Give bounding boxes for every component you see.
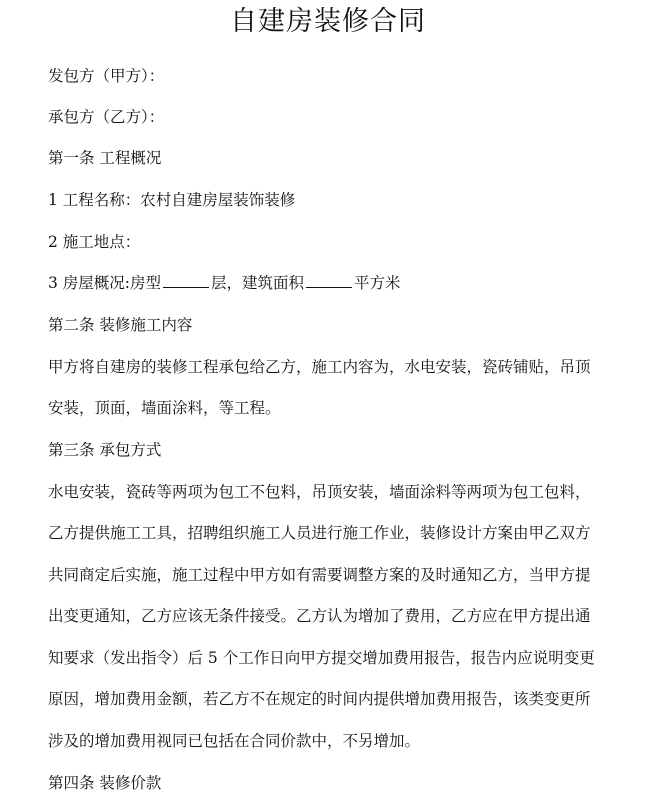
house-overview-line [48,273,608,293]
party-b-line: 承包方（乙方）： [48,108,165,126]
article-3-text-line: 共同商定后实施，施工过程中甲方如有需要调整方案的及时通知乙方，当甲方提 [48,566,591,584]
floors-blank [163,273,209,288]
article-3-text-line: 水电安装，瓷砖等两项为包工不包料，吊顶安装，墙面涂料等两项为包工包料， [48,483,591,501]
document-title: 自建房装修合同 [230,6,426,37]
article-3-text-line: 知要求（发出指令）后 5 个工作日向甲方提交增加费用报告，报告内应说明变更 [48,649,595,667]
construction-site-line: 2 施工地点： [48,233,141,251]
project-name-line: 1 工程名称：农村自建房屋装饰装修 [48,191,296,209]
article-3-text-line: 出变更通知，乙方应该无条件接受。乙方认为增加了费用，乙方应在甲方提出通 [48,607,591,625]
article-2-text-line: 甲方将自建房的装修工程承包给乙方，施工内容为，水电安装，瓷砖铺贴，吊顶 [48,358,591,376]
article-2-text-line: 安装，顶面，墙面涂料，等工程。 [48,399,281,417]
house-overview-mid: 层，建筑面积 [211,274,305,292]
article-4-heading: 第四条 装修价款 [48,774,162,792]
article-2-heading: 第二条 装修施工内容 [48,316,193,334]
house-overview-prefix: 3 房屋概况:房型 [48,274,162,292]
article-3-text-line: 涉及的增加费用视同已包括在合同价款中，不另增加。 [48,732,421,750]
area-blank [306,273,352,288]
article-3-text-line: 原因，增加费用金额，若乙方不在规定的时间内提供增加费用报告，该类变更所 [48,690,591,708]
article-1-heading: 第一条 工程概况 [48,149,162,167]
house-overview-suffix: 平方米 [354,274,401,292]
party-a-line: 发包方（甲方）： [48,67,165,85]
article-3-text-line: 乙方提供施工工具，招聘组织施工人员进行施工作业，装修设计方案由甲乙双方 [48,524,591,542]
article-3-heading: 第三条 承包方式 [48,441,162,459]
